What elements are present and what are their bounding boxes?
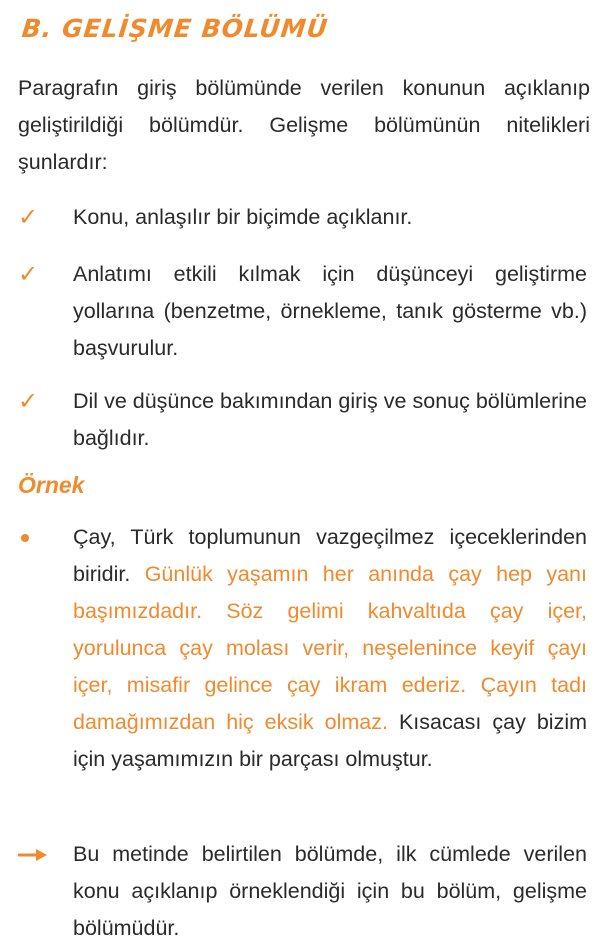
arrow-right-icon (18, 836, 48, 873)
example-part-1: Çay, Türk toplumunun vazgeçilmez içeceklerinden biridir. (73, 525, 587, 586)
example-highlight: Günlük yaşamın her anında çay hep yanı başımızdadır. Söz gelimi kahvaltıda çay içer, yorulunca çay molası verir, neşelenince keyif çayı içer, misafir gelince çay ikram ederiz. Çayın tadı damağımızdan hiç eksik olmaz. (73, 562, 587, 734)
example-part-3: Kısacası çay bizim için yaşamımızın bir parçası olmuştur. (73, 710, 587, 771)
intro-paragraph: Paragrafın giriş bölümünde verilen konunun açıklanıp geliştirildiği bölümdür. Gelişme bölümünün nitelikleri şunlardır: (18, 76, 590, 174)
check-item-text: Dil ve düşünce bakımından giriş ve sonuç bölümlerine bağlıdır. (73, 389, 587, 450)
check-item-text: Anlatımı etkili kılmak için düşünceyi geliştirme yollarına (benzetme, örnekleme, tanık gösterme vb.) başvurulur. (73, 262, 587, 360)
conclusion-text: Bu metinde belirtilen bölümde, ilk cümlede verilen konu açıklanıp örneklendiği için bu bölüm, gelişme bölümüdür. (73, 842, 587, 940)
check-mark-icon: ✓ (18, 260, 39, 288)
bullet-dot-icon (18, 519, 48, 556)
check-item-text: Konu, anlaşılır bir biçimde açıklanır. (73, 205, 413, 229)
check-mark-icon: ✓ (18, 203, 39, 231)
example-text (73, 519, 587, 778)
section-heading: B. GELİŞME BÖLÜMÜ (20, 14, 330, 43)
check-mark-icon: ✓ (18, 387, 39, 415)
example-title: Örnek (18, 472, 85, 498)
